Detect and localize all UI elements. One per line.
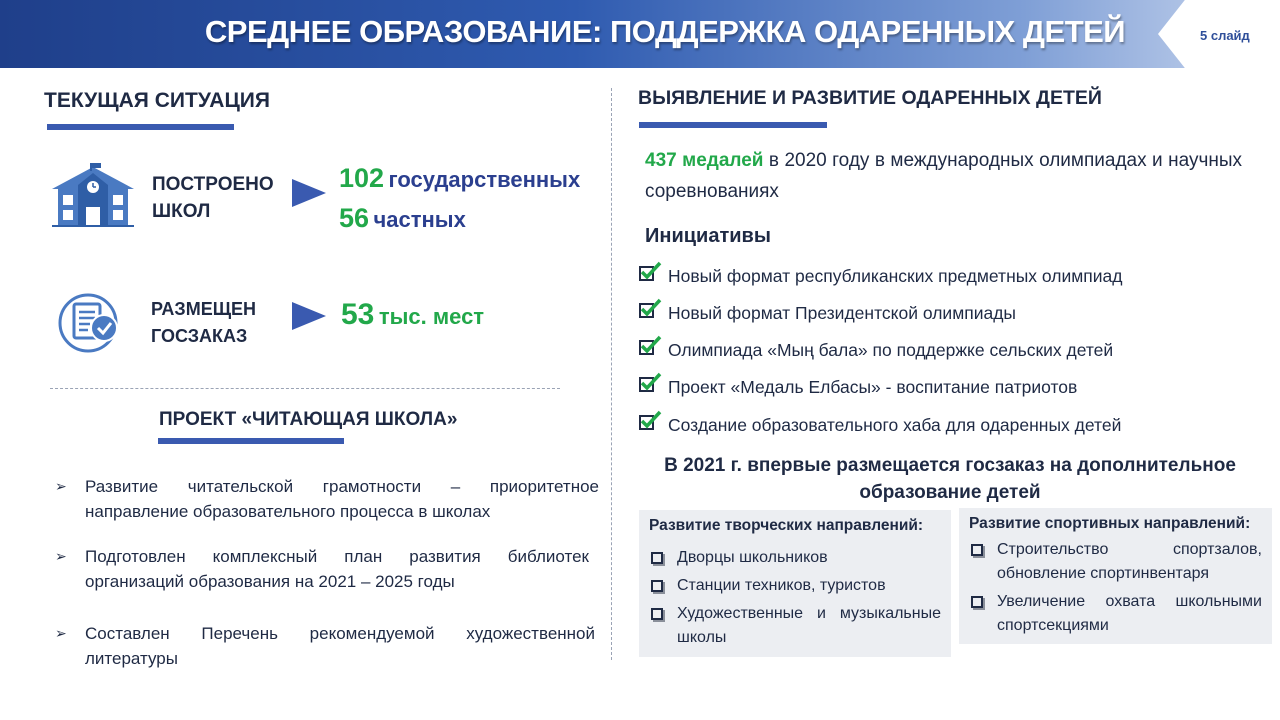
initiative-item: Создание образовательного хаба для одаренных детей xyxy=(638,415,1121,436)
checkbox-checked-icon xyxy=(638,334,662,358)
sport-title: Развитие спортивных направлений xyxy=(969,515,1246,532)
school-building-icon xyxy=(52,163,134,232)
arrow-bullet-icon: ➢ xyxy=(55,625,67,641)
slide-number: 5 слайд xyxy=(1200,28,1250,43)
checkbox-icon xyxy=(651,580,663,592)
initiative-item: Новый формат Президентской олимпиады xyxy=(638,303,1016,324)
current-situation-title: ТЕКУЩАЯ СИТУАЦИЯ xyxy=(44,89,270,112)
checkbox-icon xyxy=(651,552,663,564)
sport-directions-box: Развитие спортивных направлений: Строительство спортзалов, обновление спортинвентаря Увеличение охвата школьными спортсекциями xyxy=(959,508,1272,644)
initiative-item: Олимпиада «Мың бала» по поддержке сельских детей xyxy=(638,340,1113,361)
sport-item: Строительство спортзалов, обновление спортинвентаря xyxy=(969,538,1262,586)
document-check-icon xyxy=(58,292,122,359)
reading-item-2: ➢ Подготовлен комплексный план развития библиотек организаций образования на 2021 – 2025 годы xyxy=(55,544,589,594)
sport-item: Увеличение охвата школьными спортсекциями xyxy=(969,590,1262,638)
initiative-item: Проект «Медаль Елбасы» - воспитание патриотов xyxy=(638,377,1077,398)
creative-title: Развитие творческих направлений xyxy=(649,517,918,534)
creative-item: Дворцы школьников xyxy=(649,546,941,570)
reading-school-title: ПРОЕКТ «ЧИТАЮЩАЯ ШКОЛА» xyxy=(159,409,458,430)
medals-text: 437 медалей в 2020 году в международных олимпиадах и научных соревнованиях xyxy=(645,150,1243,202)
checkbox-icon xyxy=(971,544,983,556)
arrow-right-icon xyxy=(292,302,326,330)
arrow-bullet-icon: ➢ xyxy=(55,478,67,494)
checkbox-checked-icon xyxy=(638,297,662,321)
places-stat: 53 тыс. мест xyxy=(341,298,485,331)
checkbox-checked-icon xyxy=(638,260,662,284)
arrow-bullet-icon: ➢ xyxy=(55,548,67,564)
reading-item-3: ➢ Составлен Перечень рекомендуемой художественной литературы xyxy=(55,621,595,671)
creative-item: Станции техников, туристов xyxy=(649,574,941,598)
checkbox-checked-icon xyxy=(638,371,662,395)
schools-label: ПОСТРОЕНО ШКОЛ xyxy=(152,174,274,222)
goszakaz-statement: В 2021 г. впервые размещается госзаказ на дополнительное образование детей xyxy=(664,455,1236,503)
arrow-right-icon xyxy=(292,179,326,207)
current-situation-underline xyxy=(47,124,234,130)
creative-item: Художественные и музыкальные школы xyxy=(649,602,941,650)
gifted-title: ВЫЯВЛЕНИЕ И РАЗВИТИЕ ОДАРЕННЫХ ДЕТЕЙ xyxy=(638,87,1102,109)
initiative-item: Новый формат республиканских предметных олимпиад xyxy=(638,266,1122,287)
checkbox-icon xyxy=(651,608,663,620)
order-label: РАЗМЕЩЕН ГОСЗАКАЗ xyxy=(151,299,257,346)
reading-item-1: ➢ Развитие читательской грамотности – приоритетное направление образовательного процесса в школах xyxy=(55,474,599,524)
state-schools-stat: 102 государственных xyxy=(339,163,581,193)
horizontal-divider xyxy=(50,388,560,389)
header-banner xyxy=(0,0,1280,68)
initiatives-title: Инициативы xyxy=(645,225,771,247)
reading-school-underline xyxy=(158,438,344,444)
creative-directions-box: Развитие творческих направлений: Дворцы школьников Станции техников, туристов Художественные и музыкальные школы xyxy=(639,510,951,657)
checkbox-icon xyxy=(971,596,983,608)
page-title: СРЕДНЕЕ ОБРАЗОВАНИЕ: ПОДДЕРЖКА ОДАРЕННЫХ ДЕТЕЙ xyxy=(204,14,1126,49)
vertical-divider xyxy=(611,88,612,660)
private-schools-stat: 56 частных xyxy=(339,203,466,233)
checkbox-checked-icon xyxy=(638,409,662,433)
gifted-underline xyxy=(639,122,827,128)
